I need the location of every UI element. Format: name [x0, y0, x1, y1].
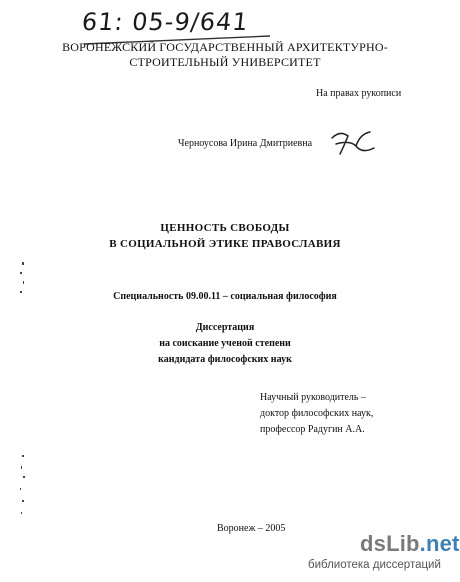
- degree-line1: на соискание ученой степени: [159, 338, 291, 349]
- thesis-title-line2: В СОЦИАЛЬНОЙ ЭТИКЕ ПРАВОСЛАВИЯ: [109, 238, 341, 250]
- logo-tagline: библиотека диссертаций: [308, 559, 441, 571]
- author-signature: [326, 124, 382, 164]
- supervisor-line2: доктор философских наук,: [260, 408, 374, 419]
- supervisor-line1: Научный руководитель –: [260, 392, 366, 403]
- rights-note: На правах рукописи: [316, 88, 402, 99]
- city-year: Воронеж – 2005: [217, 523, 286, 534]
- thesis-title-line1: ЦЕННОСТЬ СВОБОДЫ: [160, 222, 290, 234]
- logo-main-text: dsLib: [360, 531, 420, 556]
- site-logo[interactable]: [360, 531, 460, 557]
- dissertation-label: Диссертация: [195, 322, 255, 333]
- degree-line2: кандидата философских наук: [158, 354, 292, 365]
- specialty-line: Специальность 09.00.11 – социальная философия: [113, 291, 337, 302]
- university-name-line1: ВОРОНЕЖСКИЙ ГОСУДАРСТВЕННЫЙ АРХИТЕКТУРНО-: [62, 40, 388, 54]
- university-name-line2: СТРОИТЕЛЬНЫЙ УНИВЕРСИТЕТ: [129, 55, 321, 69]
- archive-code: 61: 05-9/641: [80, 8, 251, 36]
- author-name: Черноусова Ирина Дмитриевна: [178, 138, 313, 149]
- supervisor-line3: профессор Радугин А.А.: [260, 424, 365, 435]
- logo-tld-text: .net: [419, 531, 460, 556]
